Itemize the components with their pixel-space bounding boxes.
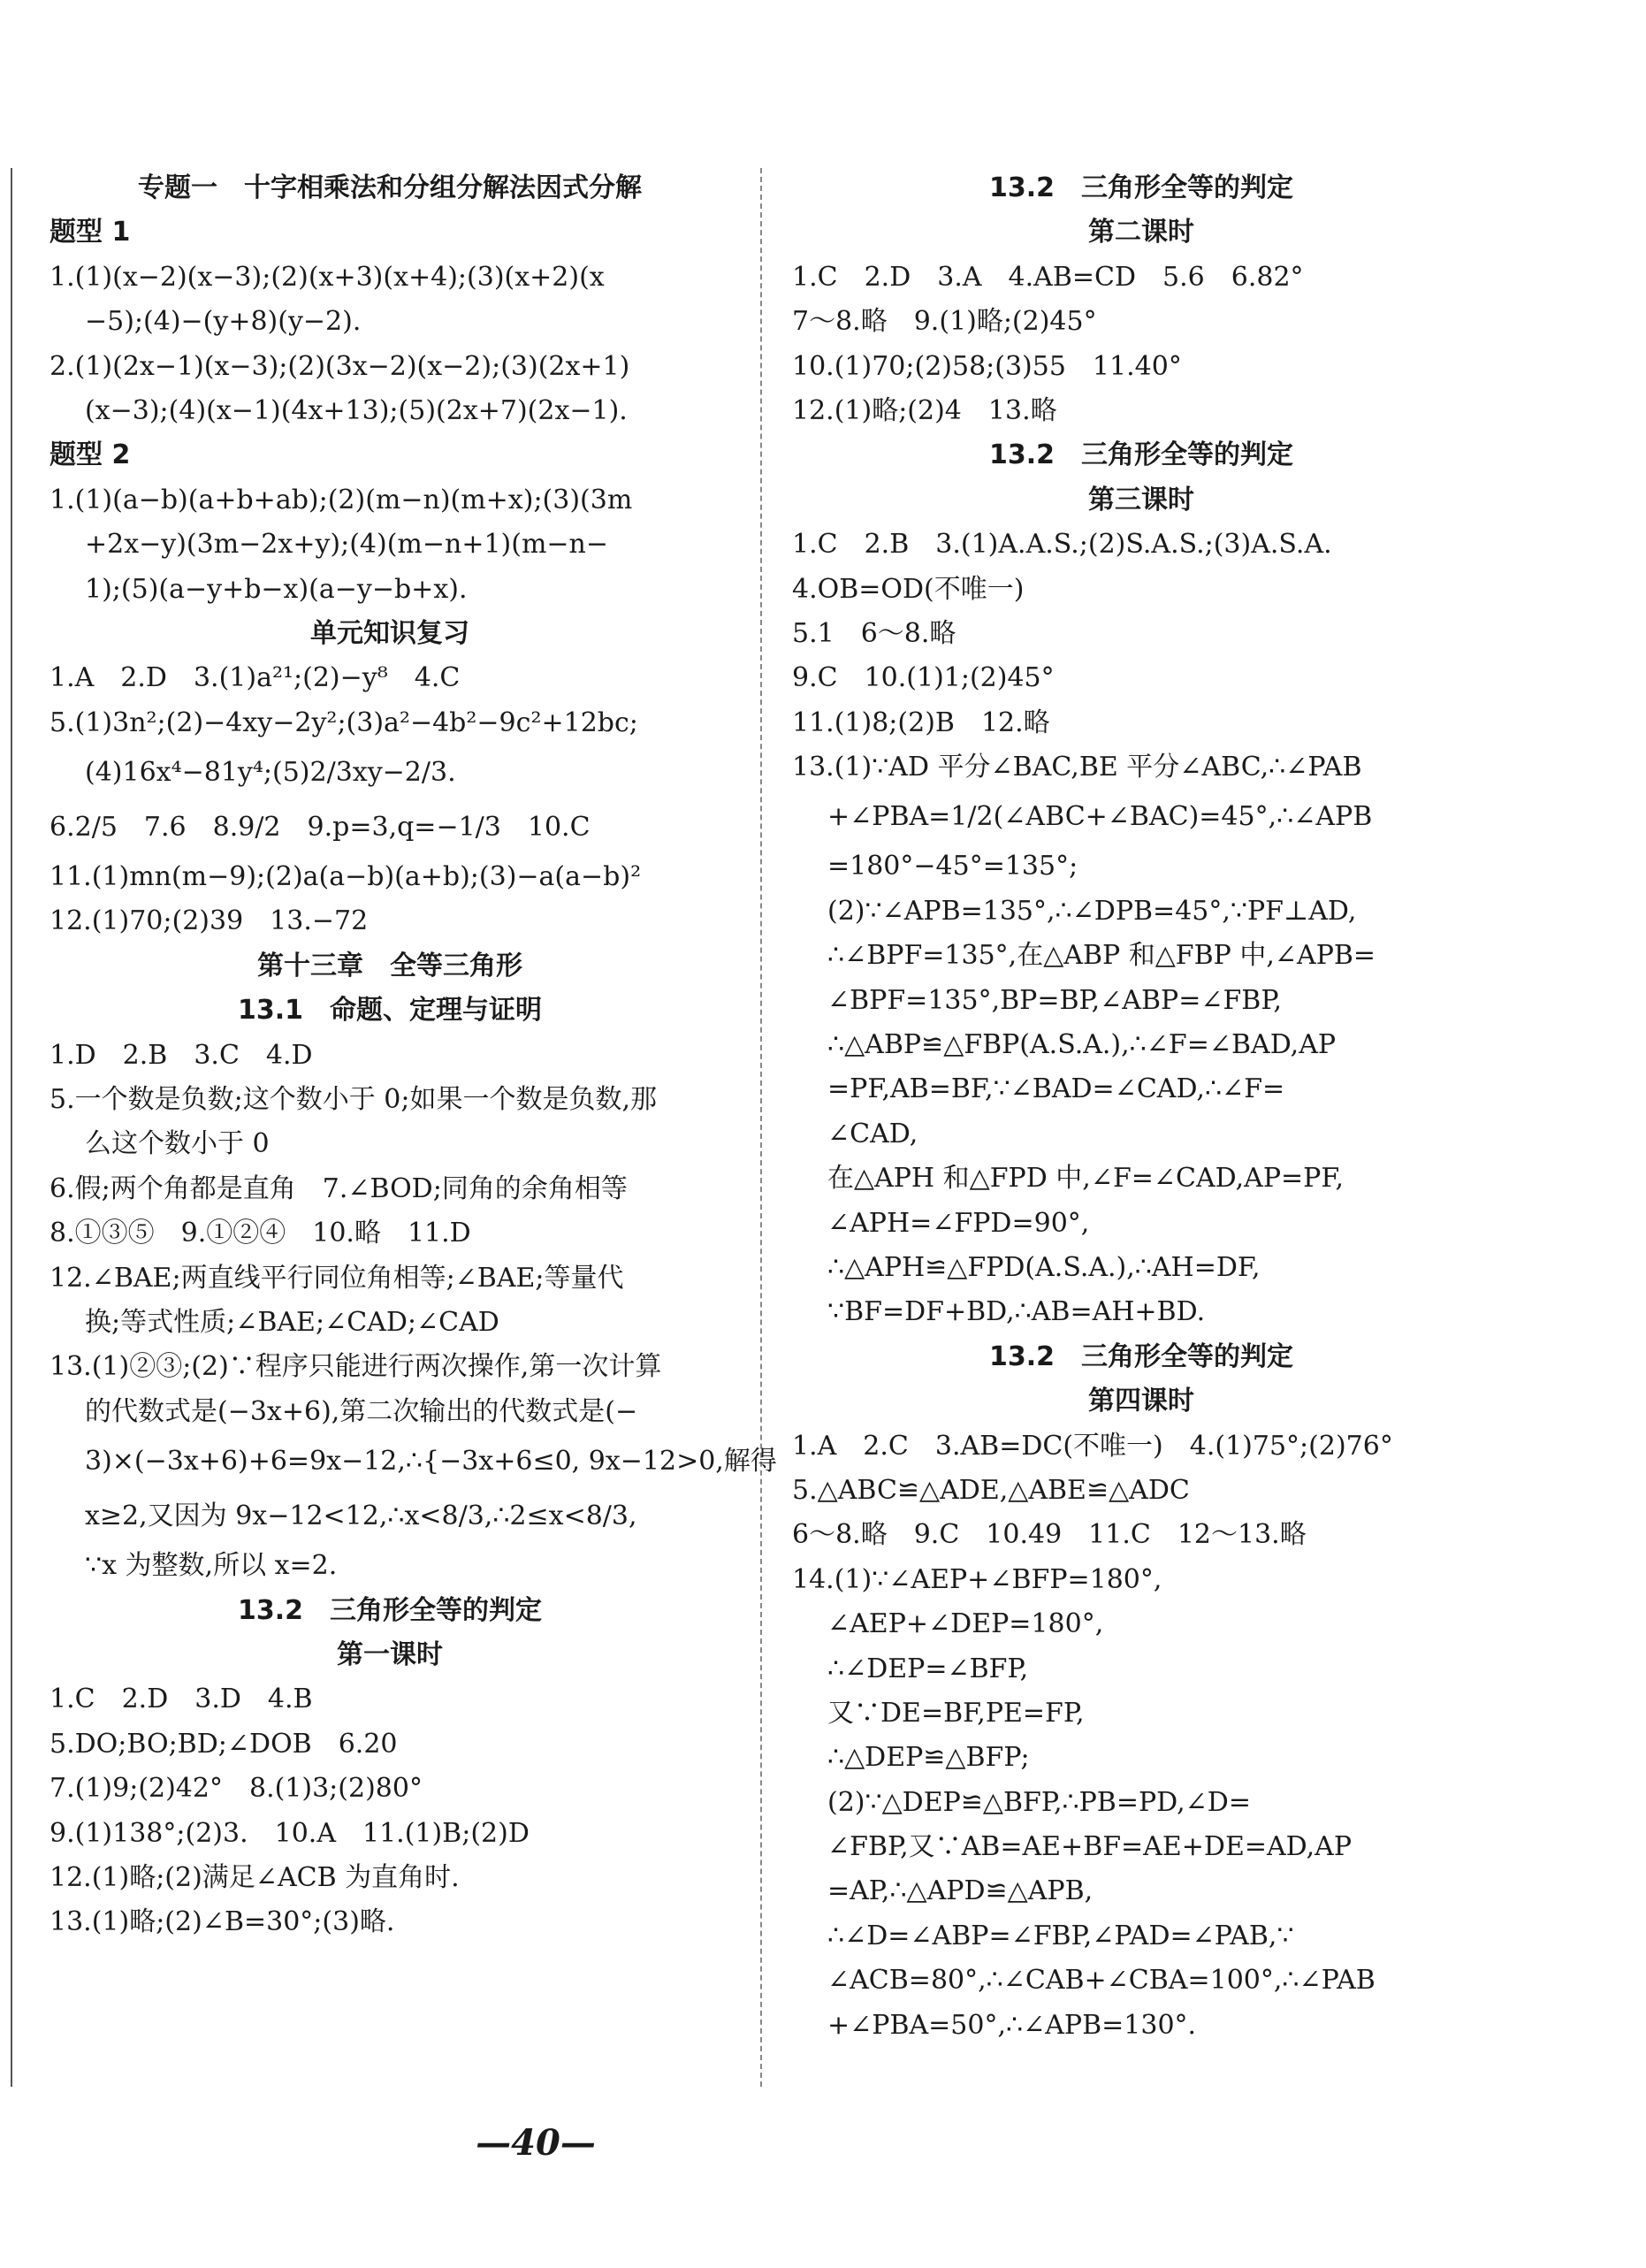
answer-line: 7～8.略 9.(1)略;(2)45° bbox=[792, 306, 1097, 338]
answer-line: 14.(1)∵∠AEP+∠BFP=180°, bbox=[792, 1563, 1162, 1595]
answer-line: ∠ACB=80°,∴∠CAB+∠CBA=100°,∴∠PAB bbox=[827, 1965, 1375, 1997]
answer-line: x≥2,又因为 9x−12<12,∴x<8/3,∴2≤x<8/3, bbox=[85, 1501, 637, 1532]
right-column bbox=[792, 166, 1490, 2048]
answer-line: (4)16x⁴−81y⁴;(5)2/3xy−2/3. bbox=[85, 757, 456, 789]
answer-line: 12.(1)70;(2)39 13.−72 bbox=[50, 905, 369, 937]
section-title: 专题一 十字相乘法和分组分解法因式分解 bbox=[138, 172, 642, 203]
answer-line: 12.(1)略;(2)满足∠ACB 为直角时. bbox=[50, 1861, 460, 1893]
answer-line: 9.(1)138°;(2)3. 10.A 11.(1)B;(2)D bbox=[50, 1817, 530, 1849]
answer-line: 5.DO;BO;BD;∠DOB 6.20 bbox=[50, 1728, 398, 1760]
section-subhead: 题型 1 bbox=[50, 217, 131, 248]
answer-line: (2)∵△DEP≌△BFP,∴PB=PD,∠D= bbox=[827, 1786, 1251, 1818]
answer-line: 6.2/5 7.6 8.9/2 9.p=3,q=−1/3 10.C bbox=[50, 812, 591, 844]
answer-line: ∠FBP,又∵AB=AE+BF=AE+DE=AD,AP bbox=[827, 1831, 1353, 1863]
section-title: 第十三章 全等三角形 bbox=[257, 950, 522, 981]
answer-line: ∴△ABP≌△FBP(A.S.A.),∴∠F=∠BAD,AP bbox=[827, 1029, 1337, 1061]
answer-line: ∠BPF=135°,BP=BP,∠ABP=∠FBP, bbox=[827, 984, 1282, 1016]
answer-line: 5.△ABC≌△ADE,△ABE≌△ADC bbox=[792, 1474, 1190, 1506]
answer-line: 又∵DE=BF,PE=FP, bbox=[827, 1697, 1085, 1729]
answer-line: =PF,AB=BF,∵∠BAD=∠CAD,∴∠F= bbox=[827, 1073, 1285, 1105]
answer-line: ∴∠D=∠ABP=∠FBP,∠PAD=∠PAB,∵ bbox=[827, 1920, 1294, 1951]
answer-line: ∴∠BPF=135°,在△ABP 和△FBP 中,∠APB= bbox=[827, 940, 1376, 972]
answer-line: 换;等式性质;∠BAE;∠CAD;∠CAD bbox=[85, 1306, 499, 1338]
section-title: 13.2 三角形全等的判定 bbox=[988, 1340, 1294, 1372]
answer-line: 11.(1)8;(2)B 12.略 bbox=[792, 706, 1050, 738]
answer-line: (2)∵∠APB=135°,∴∠DPB=45°,∵PF⊥AD, bbox=[827, 895, 1357, 927]
page-margin-rule bbox=[11, 168, 12, 2087]
answer-line: =AP,∴△APD≌△APB, bbox=[827, 1875, 1094, 1907]
answer-line: 1.(1)(x−2)(x−3);(2)(x+3)(x+4);(3)(x+2)(x bbox=[50, 261, 605, 293]
answer-line: ∠CAD, bbox=[827, 1118, 918, 1149]
answer-line: 1.C 2.B 3.(1)A.A.S.;(2)S.A.S.;(3)A.S.A. bbox=[792, 529, 1332, 561]
section-title: 13.1 命题、定理与证明 bbox=[237, 995, 543, 1027]
answer-line: ∵x 为整数,所以 x=2. bbox=[85, 1550, 338, 1582]
answer-line: 9.C 10.(1)1;(2)45° bbox=[792, 662, 1055, 694]
answer-line: +∠PBA=50°,∴∠APB=130°. bbox=[827, 2009, 1197, 2041]
section-title: 第一课时 bbox=[337, 1638, 443, 1670]
answer-line: 6.假;两个角都是直角 7.∠BOD;同角的余角相等 bbox=[50, 1172, 628, 1204]
answer-line: 1);(5)(a−y+b−x)(a−y−b+x). bbox=[85, 573, 468, 605]
answer-line: 1.A 2.D 3.(1)a²¹;(2)−y⁸ 4.C bbox=[50, 662, 461, 694]
answer-line: 1.C 2.D 3.D 4.B bbox=[50, 1684, 313, 1715]
answer-line: 2.(1)(2x−1)(x−3);(2)(3x−2)(x−2);(3)(2x+1) bbox=[50, 350, 630, 382]
answer-line: 在△APH 和△FPD 中,∠F=∠CAD,AP=PF, bbox=[827, 1163, 1345, 1195]
section-title: 第二课时 bbox=[1088, 217, 1194, 248]
answer-line: 8.①③⑤ 9.①②④ 10.略 11.D bbox=[50, 1218, 471, 1249]
answer-line: 5.一个数是负数;这个数小于 0;如果一个数是负数,那 bbox=[50, 1084, 657, 1116]
answer-line: 7.(1)9;(2)42° 8.(1)3;(2)80° bbox=[50, 1773, 423, 1805]
answer-line: +2x−y)(3m−2x+y);(4)(m−n+1)(m−n− bbox=[85, 529, 608, 561]
section-title: 13.2 三角形全等的判定 bbox=[237, 1594, 543, 1626]
left-column bbox=[50, 166, 777, 1945]
answer-line: 4.OB=OD(不唯一) bbox=[792, 573, 1025, 605]
answer-line: 6～8.略 9.C 10.49 11.C 12～13.略 bbox=[792, 1519, 1307, 1551]
section-title: 13.2 三角形全等的判定 bbox=[988, 439, 1294, 471]
section-title: 第四课时 bbox=[1088, 1386, 1194, 1417]
section-title: 13.2 三角形全等的判定 bbox=[988, 172, 1294, 203]
section-title: 单元知识复习 bbox=[310, 617, 469, 649]
answer-line: 10.(1)70;(2)58;(3)55 11.40° bbox=[792, 350, 1182, 382]
answer-line: =180°−45°=135°; bbox=[827, 851, 1078, 882]
answer-line: 的代数式是(−3x+6),第二次输出的代数式是(− bbox=[85, 1395, 638, 1427]
answer-line: ∠AEP+∠DEP=180°, bbox=[827, 1608, 1104, 1640]
answer-line: 1.A 2.C 3.AB=DC(不唯一) 4.(1)75°;(2)76° bbox=[792, 1430, 1393, 1462]
answer-line: 13.(1)略;(2)∠B=30°;(3)略. bbox=[50, 1906, 395, 1938]
answer-line: ∴∠DEP=∠BFP, bbox=[827, 1653, 1029, 1684]
answer-line: 13.(1)②③;(2)∵程序只能进行两次操作,第一次计算 bbox=[50, 1351, 662, 1383]
answer-line: 5.1 6～8.略 bbox=[792, 617, 956, 649]
answer-line: −5);(4)−(y+8)(y−2). bbox=[85, 306, 362, 338]
answer-line: (x−3);(4)(x−1)(4x+13);(5)(2x+7)(2x−1). bbox=[85, 394, 628, 426]
answer-line: 5.(1)3n²;(2)−4xy−2y²;(3)a²−4b²−9c²+12bc; bbox=[50, 706, 638, 738]
answer-line: 1.C 2.D 3.A 4.AB=CD 5.6 6.82° bbox=[792, 261, 1304, 293]
section-title: 第三课时 bbox=[1088, 484, 1194, 515]
answer-line: 12.∠BAE;两直线平行同位角相等;∠BAE;等量代 bbox=[50, 1262, 624, 1294]
answer-line: 12.(1)略;(2)4 13.略 bbox=[792, 394, 1057, 426]
answer-line: 1.(1)(a−b)(a+b+ab);(2)(m−n)(m+x);(3)(3m bbox=[50, 484, 633, 515]
answer-line: ∴△APH≌△FPD(A.S.A.),∴AH=DF, bbox=[827, 1251, 1261, 1283]
answer-line: 13.(1)∵AD 平分∠BAC,BE 平分∠ABC,∴∠PAB bbox=[792, 752, 1362, 783]
answer-line: +∠PBA=1/2(∠ABC+∠BAC)=45°,∴∠APB bbox=[827, 801, 1373, 833]
answer-line: ∵BF=DF+BD,∴AB=AH+BD. bbox=[827, 1296, 1206, 1328]
answer-line: 11.(1)mn(m−9);(2)a(a−b)(a+b);(3)−a(a−b)² bbox=[50, 861, 642, 893]
section-subhead: 题型 2 bbox=[50, 439, 131, 471]
page-number: —40— bbox=[476, 2122, 596, 2164]
answer-line: 么这个数小于 0 bbox=[85, 1128, 270, 1160]
column-divider bbox=[760, 168, 762, 2087]
answer-line: 1.D 2.B 3.C 4.D bbox=[50, 1039, 313, 1071]
answer-line: ∠APH=∠FPD=90°, bbox=[827, 1207, 1090, 1239]
answer-line: ∴△DEP≌△BFP; bbox=[827, 1742, 1030, 1774]
answer-line: 3)×(−3x+6)+6=9x−12,∴{−3x+6≤0, 9x−12>0,解得 bbox=[85, 1446, 777, 1478]
